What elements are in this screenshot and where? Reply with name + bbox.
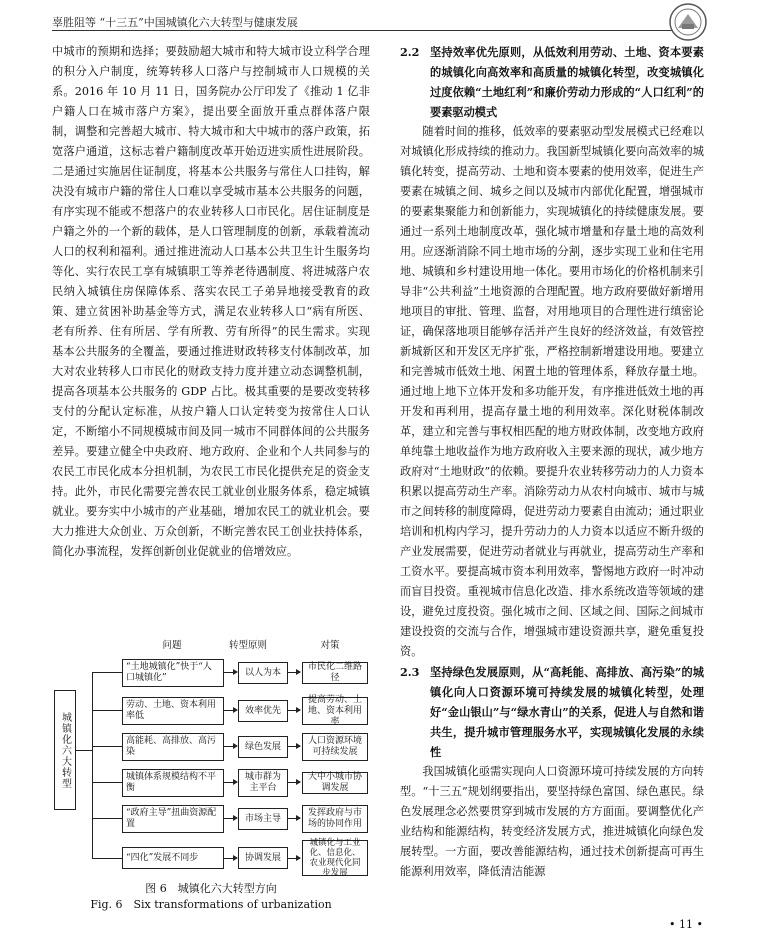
arrow-icon: [296, 815, 301, 821]
measure-box: 提高劳动、土地、资本利用率: [302, 697, 368, 725]
section-heading: [400, 42, 704, 122]
principle-box: 城市群为主平台: [238, 769, 288, 797]
section-number: 2.2: [400, 45, 420, 59]
paragraph: 我国城镇化亟需实现向人口资源环境可持续发展的方向转型。“十三五”规划纲要指出，要坚持绿色富国、绿色惠民。绿色发展理念必然要贯穿到城市发展的方方面面。要调整优化产业结构和能源结构，转变经济发展方式，推进城镇化向绿色发展转型。一方面，要改善能源结构，通过技术创新提高可再生能源利用效率，降低清洁能源: [400, 765, 704, 878]
principle-box: 市场主导: [238, 808, 288, 830]
header-rule: [52, 30, 702, 31]
left-column: [52, 42, 370, 562]
paragraph: 随着时间的推移，低效率的要素驱动型发展模式已经难以对城镇化形成持续的推动力。我国新型城镇化要向高效率的城镇化转变，提高劳动、土地和资本要素的使用效率，促进生产要素在城镇之间、城乡之间以及城市内部优化配置，增强城市的要素集聚能力和创新能力，实现城镇化的持续健康发展。要通过一系列土地制度改革，强化城市增量和存量土地的高效利用。应逐渐消除不同土地市场的分割，逐步实现工业和住宅用地、城镇和乡村建设用地一体化。要用市场化的价格机制来引导非“公共利益”土地资源的合理配置。地方政府要做好新增用地项目的审批、管理、监督，对用地项目的合理性进行缜密论证，确保落地项目能够存活并产生良好的经济效益，有效管控新城新区和开发区无序扩张，严格控制新增建设用地。要建立和完善城市低效土地、闲置土地的管理体系，释放存量土地。通过地上地下立体开发和多功能开发，有序推进低效土地的再开发和再利用，提高存量土地的利用效率。深化财税体制改革，建立和完善与事权相匹配的地方财政体制，改变地方政府单纯靠土地收益作为地方政府收入主要来源的现状，减少地方政府对“土地财政”的依赖。要提升农业转移劳动力的人力资本积累以提高劳动生产率。消除劳动力从农村向城市、城市与城市之间转移的制度障碍，促进劳动力要素自由流动；通过职业培训和机构内学习，提升劳动力的人力资本以适应不断升级的产业发展需要，促进劳动者就业与再就业，提高劳动生产率和工资水平。要提高城市资本利用效率，警惕地方政府一时冲动而盲目投资。重视城市信息化改造、排水系统改造等领域的建设，避免过度投资。强化城市之间、区域之间、国际之间城市建设投资的交流与合作，增强城市建设资源共享，避免重复投资。: [400, 125, 704, 658]
problem-box: 高能耗、高排放、高污染: [122, 733, 224, 761]
problem-box: “土地城镇化”快于“人口城镇化”: [122, 659, 224, 687]
connector: [92, 782, 122, 783]
measure-box: 大中小城市协调发展: [302, 772, 368, 794]
arrow-icon: [296, 855, 301, 861]
arrow-icon: [296, 707, 301, 713]
connector: [92, 746, 122, 747]
section-number: 2.3: [400, 665, 420, 679]
problem-box: “四化”发展不同步: [122, 847, 224, 869]
section-heading: [400, 662, 704, 762]
problem-box: 城镇体系规模结构不平衡: [122, 769, 224, 797]
connector: [92, 818, 122, 819]
principle-box: 协调发展: [238, 847, 288, 869]
problem-box: “政府主导”扭曲资源配置: [122, 805, 224, 833]
principle-box: 绿色发展: [238, 736, 288, 758]
figure-caption-en: Fig. 6 Six transformations of urbanization: [90, 898, 332, 911]
paragraph: 中城市的预期和选择；要鼓励超大城市和特大城市设立科学合理的积分入户制度，统筹转移人口落户与控制城市人口规模的关系。2016 年 10 月 11 日，国务院办公厅印发了《推动 1 亿非户籍人口在城市落户方案》，提出要全面放开重点群体落户限制，调整和完善超大城市、特大城市和大中城市的落户政策，拓宽落户通道，这标志着户籍制度改革开始迈进实质性进展阶段。二是通过实施居住证制度，将基本公共服务与常住人口挂钩，解决没有城市户籍的常住人口难以享受城市基本公共服务的问题，有序实现不能或不想落户的农业转移人口市民化。居住证制度是户籍之外的一个新的载体，是人口管理制度的创新，承载着流动人口的权利和福利。通过推进流动人口基本公共卫生计生服务均等化、实行农民工享有城镇职工等养老待遇制度、将进城落户农民纳入城镇住房保障体系、落实农民工子弟异地接受教育的政策、建立贫困补助基金等方式，满足农业转移人口“病有所医、老有所养、住有所居、学有所教、劳有所得”的民生需求。实现基本公共服务的全覆盖，要通过推进财政转移支付体制改革，加大对农业转移人口市民化的财政支持力度并建立动态调整机制，提高各项基本公共服务的 GDP 占比。极其重要的是要改变转移支付的分配认定标准，从按户籍人口认定转变为按常住人口认定，不断缩小不同规模城市间及同一城市不同群体间的公共服务差异。要建立健全中央政府、地方政府、企业和个人共同参与的农民工市民化成本分担机制，为农民工市民化提供充足的资金支持。此外，市民化需要完善农民工就业创业服务体系，稳定城镇就业。要夯实中小城市的产业基础，增加农民工的就业机会。要大力推进大众创业、万众创新，不断完善农民工创业扶持体系，简化办事流程，发挥创新创业促就业的倍增效应。: [52, 45, 370, 558]
connector: [92, 672, 122, 673]
arrow-icon: [296, 669, 301, 675]
principle-box: 效率优先: [238, 700, 288, 722]
col-header-principle: 转型原则: [228, 640, 267, 651]
measure-box: 城镇化与工业化、信息化、农业现代化同步发展: [302, 840, 368, 876]
connector: [92, 672, 93, 858]
connector: [76, 750, 92, 751]
root-box: 城镇化六大转型: [54, 690, 76, 810]
right-column: [400, 42, 704, 882]
measure-box: 发挥政府与市场的协同作用: [302, 805, 368, 833]
section-title: 坚持效率优先原则，从低效利用劳动、土地、资本要素的城镇化向高效率和高质量的城镇化转型，改变城镇化过度依赖“土地红利”和廉价劳动力形成的“人口红利”的要素驱动模式: [430, 45, 704, 119]
figure-diagram: [52, 640, 370, 880]
page-number: • 11 •: [669, 918, 703, 931]
col-header-problem: 问题: [162, 640, 182, 651]
connector: [92, 858, 122, 859]
measure-box: 市民化二维路径: [302, 662, 368, 684]
figure-caption-cn: 图 6 城镇化六大转型方向: [145, 882, 277, 895]
arrow-icon: [296, 779, 301, 785]
section-title: 坚持绿色发展原则，从“高耗能、高排放、高污染”的城镇化向人口资源环境可持续发展的城镇化转型，处理好“金山银山”与“绿水青山”的关系，促进人与自然和谐共生，提升城市管理服务水平，实现城镇化发展的永续性: [430, 665, 704, 759]
col-header-measure: 对策: [320, 640, 340, 651]
principle-box: 以人为本: [238, 662, 288, 684]
running-header: 辜胜阻等 “十三五”中国城镇化六大转型与健康发展: [52, 16, 298, 29]
problem-box: 劳动、土地、资本利用率低: [122, 697, 224, 725]
arrow-icon: [296, 743, 301, 749]
measure-box: 人口资源环境可持续发展: [302, 733, 368, 761]
connector: [92, 710, 122, 711]
journal-logo-icon: [668, 2, 708, 42]
